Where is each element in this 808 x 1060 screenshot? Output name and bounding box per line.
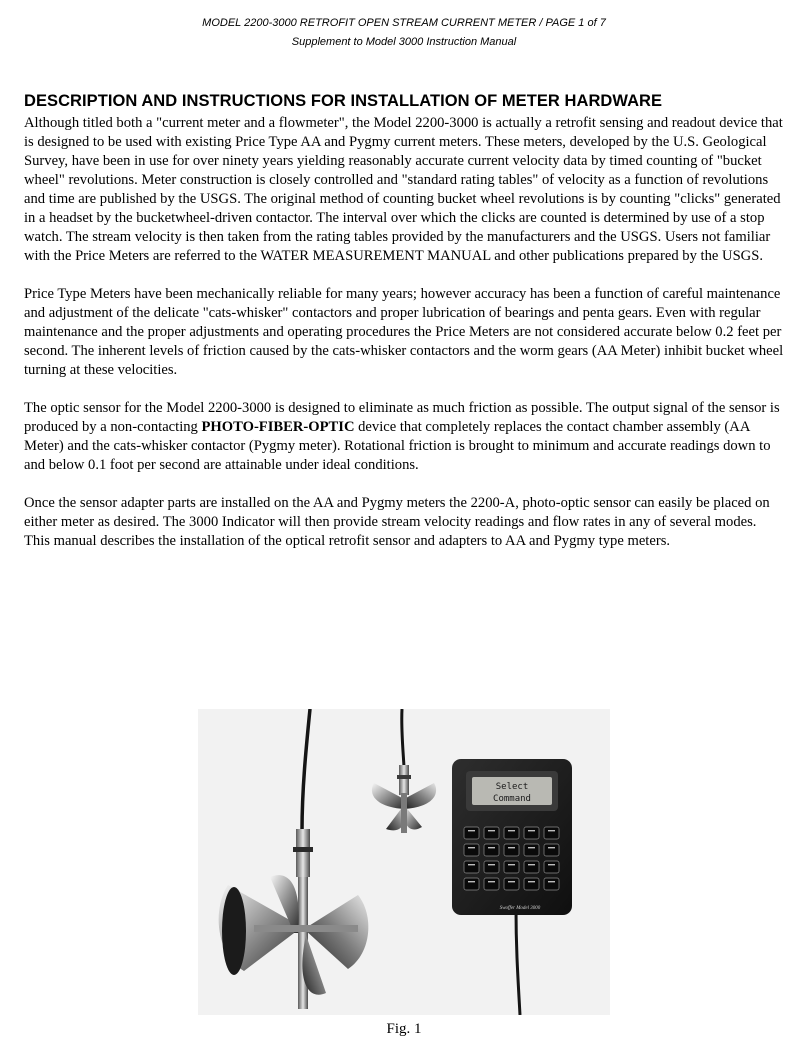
keypad-key-mark: [508, 864, 515, 865]
keypad-key: [544, 861, 559, 873]
keypad-key: [524, 878, 539, 890]
paragraph-2: Price Type Meters have been mechanically reliable for many years; however accuracy has been a function of careful maintenance and adjustment of the delicate "cats-whisker" contactors and proper lubrication of bearings and penta gears. Even with regular maintenance and the proper adjustments and operating procedures the Price Meters are not considered accurate below 0.2 feet per second. The inherent levels of friction caused by the cats-whisker contactors and the worm gears (AA Meter) inhibit bucket wheel turning at these velocities.: [24, 286, 784, 378]
keypad-key-mark: [488, 830, 495, 831]
keypad-key-mark: [488, 881, 495, 882]
keypad-key-mark: [548, 881, 555, 882]
keypad-key: [484, 878, 499, 890]
keypad-key: [544, 827, 559, 839]
header-line-1: MODEL 2200-3000 RETROFIT OPEN STREAM CURRENT METER / PAGE 1 of 7: [202, 17, 606, 29]
keypad-key: [464, 844, 479, 856]
keypad-key-mark: [548, 847, 555, 848]
keypad-key: [524, 827, 539, 839]
keypad-key-mark: [508, 847, 515, 848]
paragraph-4: Once the sensor adapter parts are installed on the AA and Pygmy meters the 2200-A, photo-optic sensor can easily be placed on either meter as desired. The 3000 Indicator will then provide stream velocity readings and flow rates in any of several modes. This manual describes the installation of the optical retrofit sensor and adapters to AA and Pygmy type meters.: [24, 495, 770, 549]
keypad-key: [504, 844, 519, 856]
model-3000-indicator: [452, 759, 572, 915]
keypad-key: [464, 861, 479, 873]
keypad-key-mark: [528, 864, 535, 865]
keypad-key-mark: [468, 881, 475, 882]
figure-photo: [198, 709, 610, 1015]
lcd-line-2: Command: [493, 794, 531, 804]
keypad-key-mark: [468, 830, 475, 831]
keypad-key: [484, 844, 499, 856]
keypad-key-mark: [528, 830, 535, 831]
keypad-key: [524, 844, 539, 856]
keypad-key-mark: [508, 881, 515, 882]
section-title: DESCRIPTION AND INSTRUCTIONS FOR INSTALLATION OF METER HARDWARE: [24, 92, 663, 110]
header-line-2: Supplement to Model 3000 Instruction Manual: [291, 36, 517, 48]
paragraph-1: Although titled both a "current meter and a flowmeter", the Model 2200-3000 is actually a retrofit sensing and readout device that is designed to be used with existing Price Type AA and Pygmy current meters. These meters, developed by the U.S. Geological Survey, have been in use for over ninety years yielding reasonably accurate current velocity data by timed counting of "bucket wheel" revolutions. Meter construction is closely controlled and "standard rating tables" of velocity as a function of revolutions and time are published by the USGS. The original method of counting bucket wheel revolutions is by counting "clicks" generated in a headset by the bucketwheel-driven contactor. The interval over which the clicks are counted is determined by use of a stop watch. The stream velocity is then taken from the rating tables provided by the manufacturers and the USGS. Users not familiar with the Price Meters are referred to the WATER MEASUREMENT MANUAL and other publications prepared by the USGS.: [24, 115, 783, 264]
paragraph-3: [24, 399, 784, 475]
running-header: [24, 14, 784, 52]
keypad-key: [464, 878, 479, 890]
keypad-key-mark: [528, 881, 535, 882]
paragraph-3-start: The optic sensor for the Model 2200-3000 is designed to eliminate as much friction as possible. The output signal of the sensor is produced by a non-contacting: [24, 400, 780, 435]
keypad-key: [524, 861, 539, 873]
keypad-key-mark: [548, 864, 555, 865]
keypad-key-mark: [508, 830, 515, 831]
indicator-brand: Swoffer Model 3000: [499, 906, 541, 911]
keypad-key-mark: [468, 864, 475, 865]
keypad-key: [504, 827, 519, 839]
keypad-key-mark: [528, 847, 535, 848]
keypad-key: [544, 878, 559, 890]
keypad-key: [464, 827, 479, 839]
lcd-line-1: Select: [495, 782, 529, 792]
keypad-key: [484, 827, 499, 839]
keypad-key-mark: [468, 847, 475, 848]
keypad-key-mark: [548, 830, 555, 831]
figure-caption: Fig. 1: [386, 1021, 422, 1037]
keypad-key: [544, 844, 559, 856]
keypad-key-mark: [488, 864, 495, 865]
keypad-key: [504, 861, 519, 873]
keypad-key: [484, 861, 499, 873]
paragraph-3-end: device that completely replaces the contact chamber assembly (AA Meter) and the cats-whisker contactor (Pygmy meter). Rotational friction is brought to minimum and accurate readings down to and below 0.1 foot per second are attainable under ideal conditions.: [24, 419, 771, 473]
keypad-key-mark: [488, 847, 495, 848]
paragraph-3-bold: PHOTO-FIBER-OPTIC: [201, 419, 355, 435]
keypad-key: [504, 878, 519, 890]
